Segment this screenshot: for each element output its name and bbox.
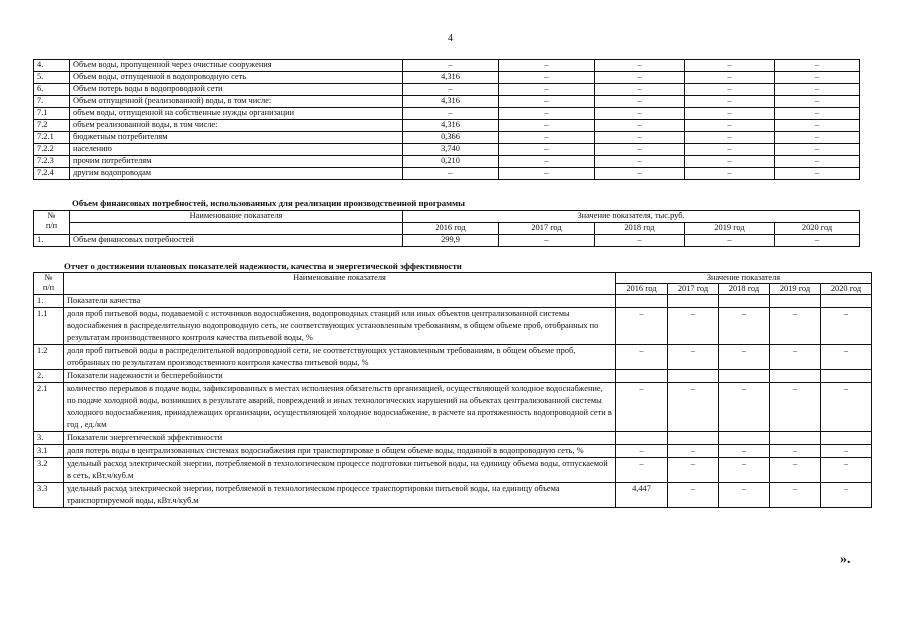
section-row <box>34 370 872 383</box>
row-number: 7. <box>34 96 70 108</box>
row-value: – <box>685 120 775 132</box>
row-value: – <box>499 144 595 156</box>
row-value: – <box>719 445 770 458</box>
row-value: – <box>668 458 719 483</box>
table-row <box>34 483 872 508</box>
row-value: – <box>821 483 872 508</box>
row-value: – <box>668 483 719 508</box>
row-value: – <box>719 345 770 370</box>
row-value: – <box>770 308 821 345</box>
report-year: 2019 год <box>770 284 821 295</box>
row-value: – <box>499 60 595 72</box>
row-value: 4,447 <box>616 483 668 508</box>
row-value: – <box>770 383 821 432</box>
row-value <box>616 432 668 445</box>
row-value: – <box>616 445 668 458</box>
row-value: 0,210 <box>403 156 499 168</box>
row-value: – <box>616 345 668 370</box>
row-value <box>668 432 719 445</box>
row-value <box>821 432 872 445</box>
table-row <box>34 120 860 132</box>
table-row <box>34 383 872 432</box>
row-number: 1.1 <box>34 308 64 345</box>
row-value: – <box>595 120 685 132</box>
row-name: удельный расход электрической энергии, потребляемой в технологическом процессе транспортировки питьевой воды, на единицу объема транспортируемой воды, кВт.ч/куб.м <box>64 483 616 508</box>
row-number: 1.2 <box>34 345 64 370</box>
row-value <box>668 370 719 383</box>
table-row <box>34 108 860 120</box>
end-mark: ». <box>840 552 851 567</box>
table-row <box>34 168 860 180</box>
row-number: 3.1 <box>34 445 64 458</box>
row-value: – <box>821 345 872 370</box>
row-value: – <box>668 308 719 345</box>
row-value: – <box>616 308 668 345</box>
row-value: – <box>685 132 775 144</box>
finance-row-num: 1. <box>34 235 70 247</box>
row-value: – <box>499 120 595 132</box>
row-value: – <box>499 96 595 108</box>
row-number: 2.1 <box>34 383 64 432</box>
finance-year: 2016 год <box>403 223 499 235</box>
finance-value: – <box>595 235 685 247</box>
row-value: – <box>775 156 860 168</box>
section-name: Показатели надежности и бесперебойности <box>64 370 616 383</box>
report-year: 2016 год <box>616 284 668 295</box>
finance-value: – <box>775 235 860 247</box>
row-value <box>719 432 770 445</box>
row-value <box>770 370 821 383</box>
row-number: 7.2.3 <box>34 156 70 168</box>
row-value: – <box>719 458 770 483</box>
report-col-value: Значение показателя <box>616 273 872 284</box>
row-value <box>616 370 668 383</box>
volume-table <box>33 59 860 180</box>
table-row <box>34 84 860 96</box>
finance-year: 2020 год <box>775 223 860 235</box>
report-col-num: № п/п <box>34 273 64 295</box>
row-value: – <box>499 168 595 180</box>
row-value: – <box>685 84 775 96</box>
row-number: 5. <box>34 72 70 84</box>
row-value: – <box>821 458 872 483</box>
row-value <box>719 370 770 383</box>
row-value: – <box>775 60 860 72</box>
row-number: 7.2 <box>34 120 70 132</box>
row-value: – <box>775 168 860 180</box>
row-value <box>616 295 668 308</box>
row-value: – <box>770 445 821 458</box>
table-row <box>34 96 860 108</box>
row-value: – <box>685 156 775 168</box>
row-value: – <box>595 168 685 180</box>
table-row <box>34 458 872 483</box>
table-row <box>34 132 860 144</box>
row-name: объем воды, отпущенной на собственные нужды организации <box>70 108 403 120</box>
row-value: 4,316 <box>403 120 499 132</box>
row-value: – <box>821 445 872 458</box>
row-value: – <box>775 120 860 132</box>
row-number: 3. <box>34 432 64 445</box>
row-value: – <box>775 132 860 144</box>
row-value: – <box>685 72 775 84</box>
row-name: прочим потребителям <box>70 156 403 168</box>
row-name: Объем воды, отпущенной в водопроводную сеть <box>70 72 403 84</box>
row-value: – <box>775 84 860 96</box>
row-value <box>821 370 872 383</box>
section-name: Показатели качества <box>64 295 616 308</box>
report-year: 2017 год <box>668 284 719 295</box>
row-value: – <box>775 96 860 108</box>
row-value: – <box>403 84 499 96</box>
section-row <box>34 295 872 308</box>
row-value: – <box>595 132 685 144</box>
table-row <box>34 156 860 168</box>
row-name: доля проб питьевой воды, подаваемой с источников водоснабжения, водопроводных станций или иных объектов централизованной системы водоснабжения в распределительную водопроводную сеть, не соответствующих установленным требованиям, в общем объеме проб, отобранных по результатам производственного контроля качества питьевой воды, % <box>64 308 616 345</box>
finance-col-num: № п/п <box>34 211 70 235</box>
row-name: другим водопроводам <box>70 168 403 180</box>
row-value: – <box>685 144 775 156</box>
row-number: 7.2.4 <box>34 168 70 180</box>
finance-title: Объем финансовых потребностей, использованных для реализации производственной программы <box>72 198 465 208</box>
row-value: – <box>685 60 775 72</box>
row-value: – <box>403 168 499 180</box>
row-name: количество перерывов в подаче воды, зафиксированных в местах исполнения обязательств организацией, осуществляющей холодное водоснабжение, по подаче холодной воды, возникших в результате аварий, повреждений и иных технологических нарушений на объектах централизованной системы холодного водоснабжения, принадлежащих организации, осуществляющей холодное водоснабжение, в расчете на протяженность водопроводной сети в год , ед./км <box>64 383 616 432</box>
row-value: – <box>499 156 595 168</box>
finance-year: 2018 год <box>595 223 685 235</box>
row-value: – <box>719 383 770 432</box>
row-value <box>770 432 821 445</box>
report-col-name: Наименование показателя <box>64 273 616 295</box>
row-value: – <box>616 383 668 432</box>
row-value: 0,366 <box>403 132 499 144</box>
row-value: – <box>770 458 821 483</box>
row-name: удельный расход электрической энергии, потребляемой в технологическом процессе подготовки питьевой воды, на единицу объема воды, отпускаемой в сеть, кВт.ч/куб.м <box>64 458 616 483</box>
row-value <box>668 295 719 308</box>
finance-year: 2019 год <box>685 223 775 235</box>
row-value: – <box>719 483 770 508</box>
row-number: 2. <box>34 370 64 383</box>
row-name: доля потерь воды в централизованных системах водоснабжения при транспортировке в общем объеме воды, поданной в водопроводную сеть, % <box>64 445 616 458</box>
table-row <box>34 144 860 156</box>
finance-value: – <box>499 235 595 247</box>
row-value: – <box>595 96 685 108</box>
row-value: – <box>403 108 499 120</box>
row-value: – <box>775 72 860 84</box>
row-value: – <box>775 144 860 156</box>
page-number: 4 <box>448 33 453 44</box>
row-value: – <box>403 60 499 72</box>
row-name: бюджетным потребителям <box>70 132 403 144</box>
row-value: – <box>595 108 685 120</box>
finance-col-name: Наименование показателя <box>70 211 403 223</box>
row-value: – <box>499 84 595 96</box>
row-name: населению <box>70 144 403 156</box>
row-number: 7.2.1 <box>34 132 70 144</box>
finance-col-value: Значение показателя, тыс.руб. <box>403 211 860 223</box>
row-value: 4,316 <box>403 72 499 84</box>
row-value: – <box>595 84 685 96</box>
table-row <box>34 60 860 72</box>
table-row <box>34 345 872 370</box>
row-name: объем реализованной воды, в том числе: <box>70 120 403 132</box>
row-number: 7.1 <box>34 108 70 120</box>
row-value: – <box>595 156 685 168</box>
section-name: Показатели энергетической эффективности <box>64 432 616 445</box>
row-value: – <box>668 445 719 458</box>
row-number: 1. <box>34 295 64 308</box>
finance-table <box>33 210 860 247</box>
row-value: 4,316 <box>403 96 499 108</box>
row-value: – <box>595 72 685 84</box>
report-table <box>33 272 872 508</box>
table-row <box>34 72 860 84</box>
row-value: – <box>595 60 685 72</box>
row-value: – <box>595 144 685 156</box>
row-value: – <box>685 168 775 180</box>
report-year: 2018 год <box>719 284 770 295</box>
row-value: – <box>821 383 872 432</box>
section-row <box>34 432 872 445</box>
row-value: – <box>668 345 719 370</box>
finance-value: 299,9 <box>403 235 499 247</box>
row-name: Объем воды, пропущенной через очистные сооружения <box>70 60 403 72</box>
row-value: – <box>685 96 775 108</box>
row-value: – <box>616 458 668 483</box>
row-value: – <box>685 108 775 120</box>
row-name: доля проб питьевой воды в распределительной водопроводной сети, не соответствующих установленным требованиям, в общем объеме проб, отобранных по результатам производственного контроля качества питьевой воды, % <box>64 345 616 370</box>
row-number: 6. <box>34 84 70 96</box>
finance-year: 2017 год <box>499 223 595 235</box>
report-title: Отчет о достижении плановых показателей надежности, качества и энергетической эффективности <box>64 261 462 271</box>
finance-row-name: Объем финансовых потребностей <box>70 235 403 247</box>
row-value: – <box>499 132 595 144</box>
row-value: – <box>719 308 770 345</box>
table-row <box>34 445 872 458</box>
row-number: 3.3 <box>34 483 64 508</box>
report-year: 2020 год <box>821 284 872 295</box>
row-name: Объем потерь воды в водопроводной сети <box>70 84 403 96</box>
row-value: – <box>770 345 821 370</box>
finance-value: – <box>685 235 775 247</box>
row-value: – <box>821 308 872 345</box>
row-value: – <box>770 483 821 508</box>
row-value: – <box>775 108 860 120</box>
row-value: – <box>499 72 595 84</box>
row-value: 3,740 <box>403 144 499 156</box>
row-value: – <box>668 383 719 432</box>
row-name: Объем отпущенной (реализованной) воды, в том числе: <box>70 96 403 108</box>
row-value <box>770 295 821 308</box>
row-value <box>719 295 770 308</box>
row-value: – <box>499 108 595 120</box>
row-number: 4. <box>34 60 70 72</box>
table-row <box>34 308 872 345</box>
finance-name-spacer <box>70 223 403 235</box>
row-value <box>821 295 872 308</box>
row-number: 3.2 <box>34 458 64 483</box>
row-number: 7.2.2 <box>34 144 70 156</box>
